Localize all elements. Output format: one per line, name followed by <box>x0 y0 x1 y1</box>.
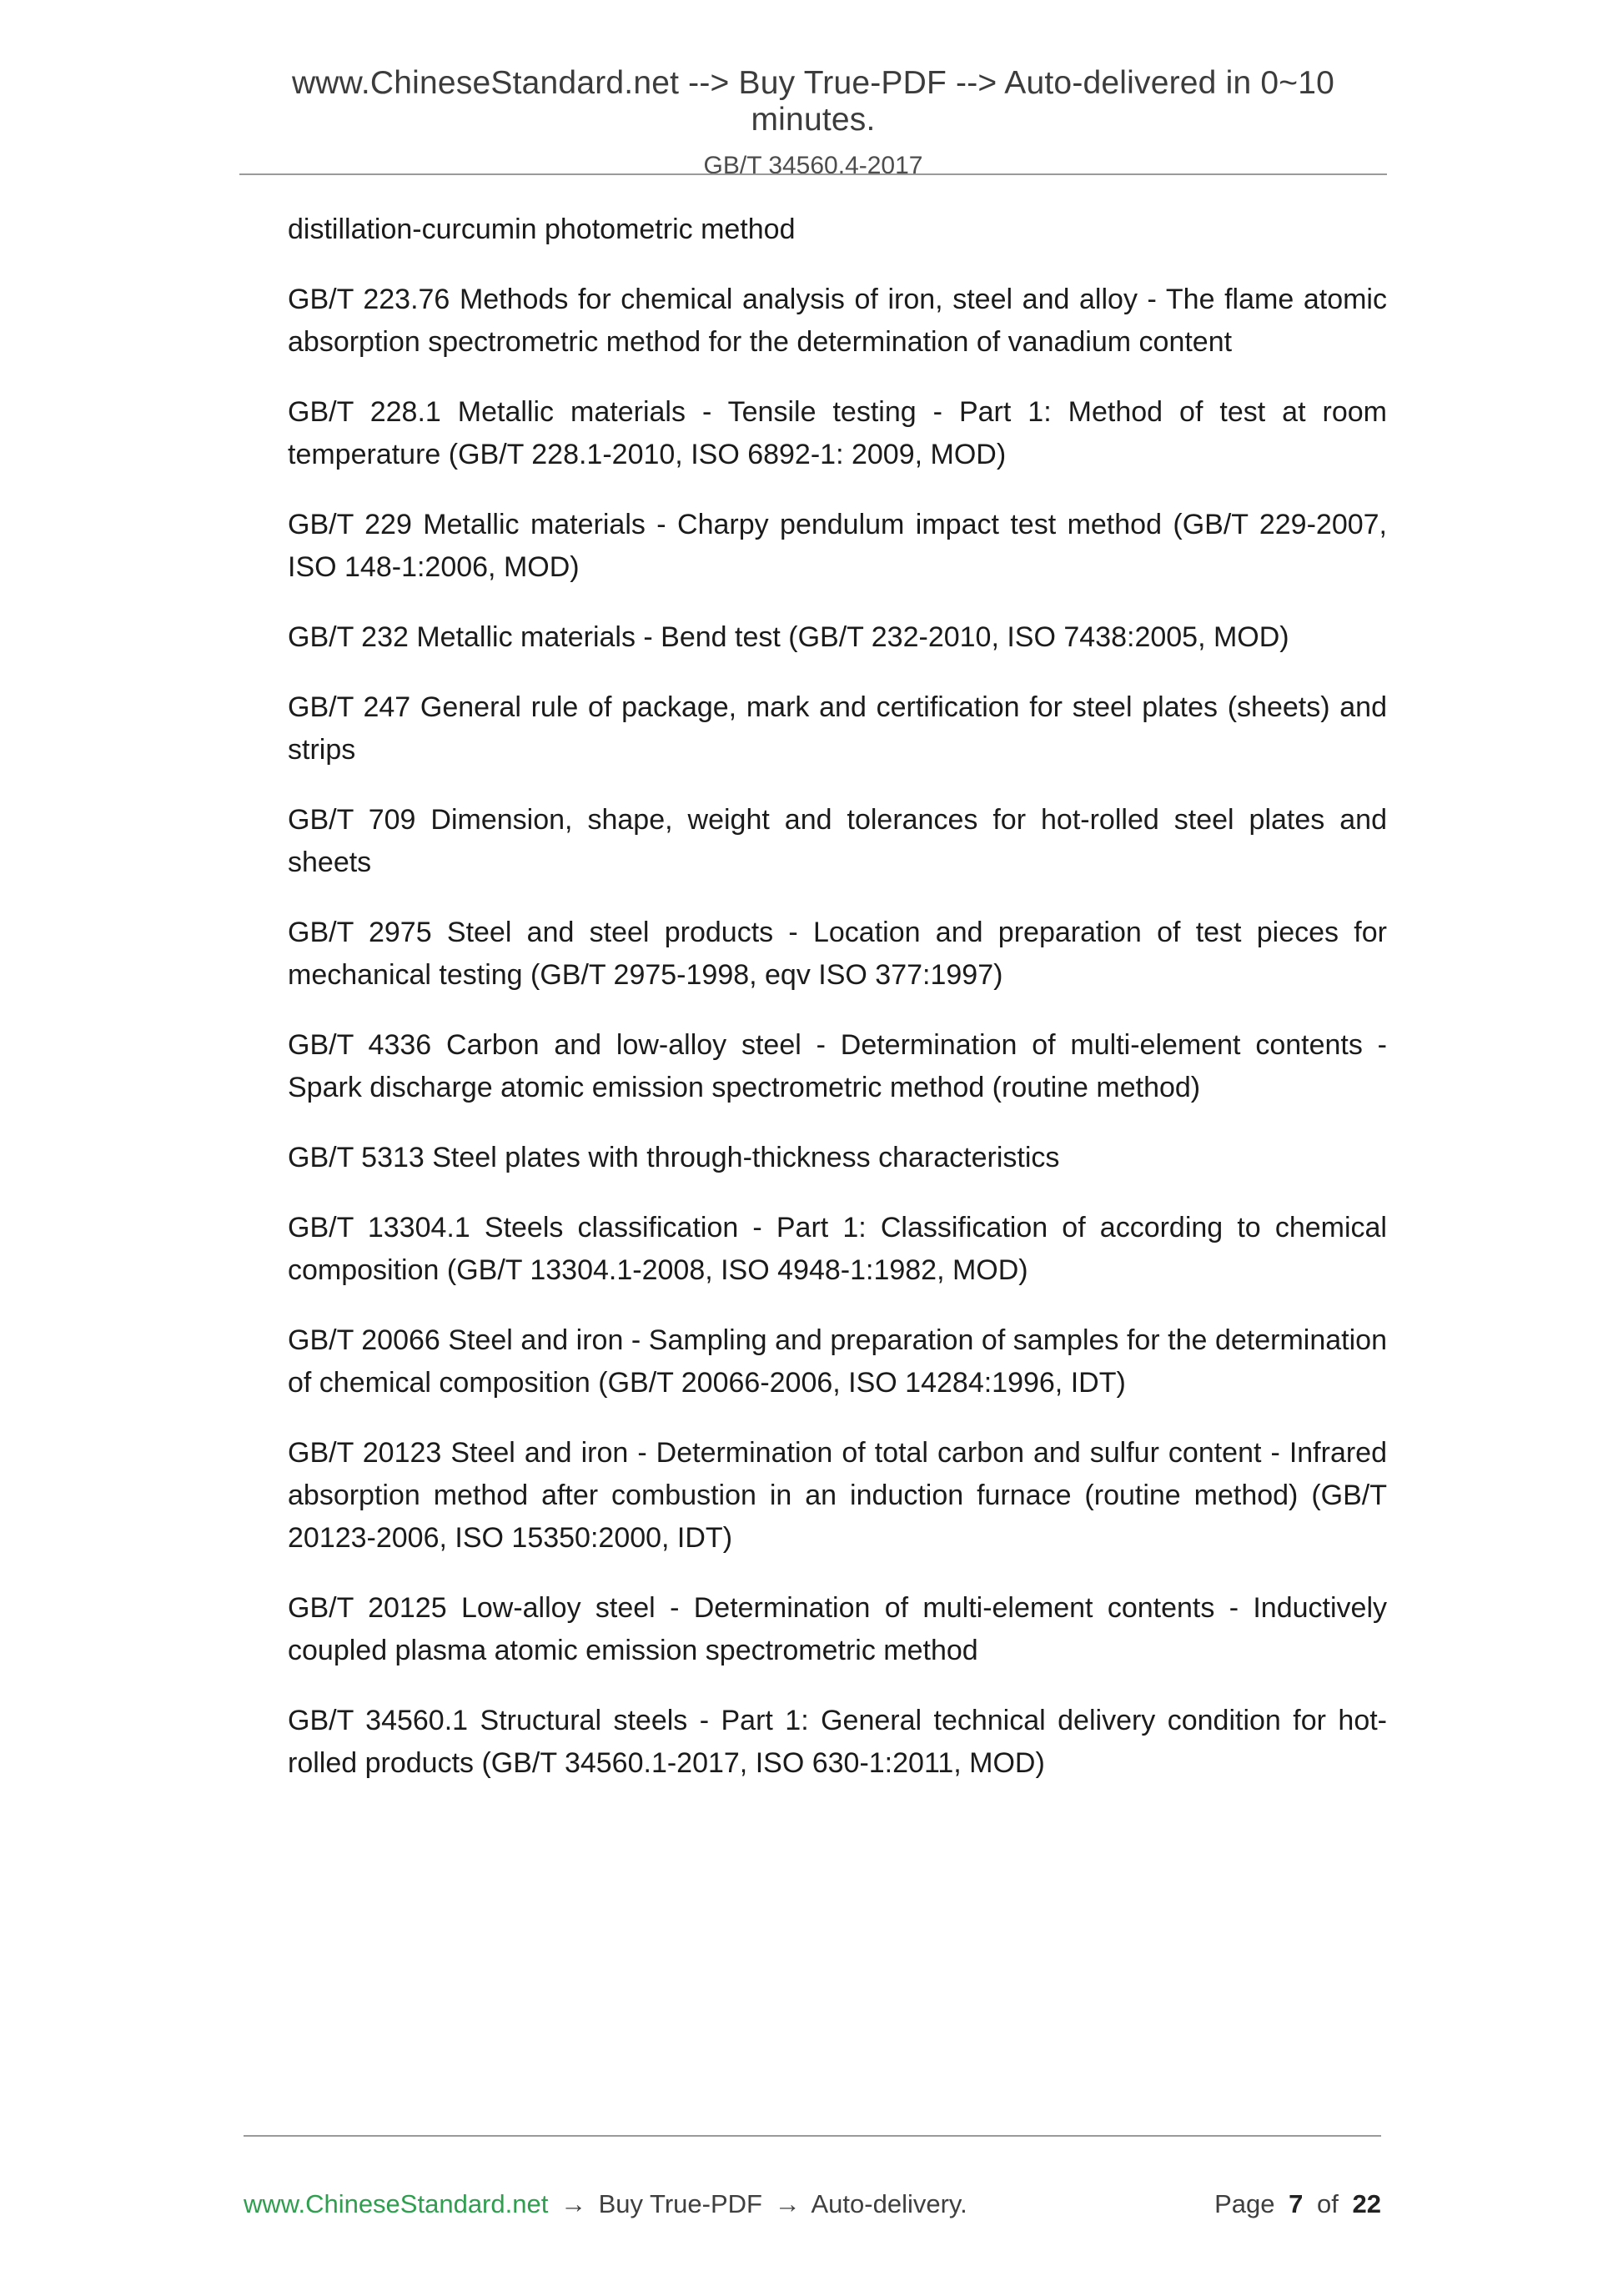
reference-paragraph: GB/T 5313 Steel plates with through-thickness characteristics <box>288 1142 1060 1173</box>
reference-list <box>288 208 1387 1785</box>
footer-buy-text: Buy True-PDF <box>598 2189 762 2218</box>
document-body <box>288 208 1387 1785</box>
reference-paragraph: GB/T 20123 Steel and iron - Determination of total carbon and sulfur content - Infrared absorption method after combustion in an induction furnace (routine method) (GB/T 20123-2006, ISO 15350:2000, IDT) <box>288 1437 1387 1554</box>
of-label: of <box>1317 2189 1339 2218</box>
total-pages: 22 <box>1352 2189 1381 2218</box>
footer-divider <box>244 2135 1381 2137</box>
footer-delivery-text: Auto-delivery. <box>811 2189 967 2218</box>
footer-site-link[interactable]: www.ChineseStandard.net <box>244 2189 549 2218</box>
page-number: 7 <box>1289 2189 1304 2218</box>
header-standard-number: GB/T 34560.4-2017 <box>703 152 923 179</box>
right-arrow-icon: → <box>560 2189 586 2218</box>
page-indicator <box>1208 2189 1381 2219</box>
reference-paragraph: GB/T 13304.1 Steels classification - Part 1: Classification of according to chemical composition (GB/T 13304.1-2008, ISO 4948-1:1982, MOD) <box>288 1212 1387 1286</box>
reference-paragraph: GB/T 228.1 Metallic materials - Tensile testing - Part 1: Method of test at room temperature (GB/T 228.1-2010, ISO 6892-1: 2009, MOD) <box>288 396 1387 470</box>
reference-paragraph: GB/T 232 Metallic materials - Bend test (GB/T 232-2010, ISO 7438:2005, MOD) <box>288 621 1289 653</box>
reference-paragraph: GB/T 20125 Low-alloy steel - Determination of multi-element contents - Inductively coupled plasma atomic emission spectrometric method <box>288 1592 1387 1666</box>
reference-paragraph: GB/T 229 Metallic materials - Charpy pendulum impact test method (GB/T 229-2007, ISO 148-1:2006, MOD) <box>288 509 1387 583</box>
reference-paragraph: GB/T 34560.1 Structural steels - Part 1: General technical delivery condition for hot-rolled products (GB/T 34560.1-2017, ISO 630-1:2011, MOD) <box>288 1705 1387 1779</box>
reference-paragraph: GB/T 709 Dimension, shape, weight and tolerances for hot-rolled steel plates and sheets <box>288 804 1387 878</box>
footer-source-line <box>244 2189 972 2219</box>
reference-paragraph: GB/T 2975 Steel and steel products - Location and preparation of test pieces for mechanical testing (GB/T 2975-1998, eqv ISO 377:1997) <box>288 917 1387 991</box>
header-divider <box>239 173 1387 175</box>
reference-paragraph: GB/T 223.76 Methods for chemical analysis of iron, steel and alloy - The flame atomic absorption spectrometric method for the determination of vanadium content <box>288 284 1387 358</box>
page-footer <box>244 2189 1381 2219</box>
reference-paragraph: GB/T 20066 Steel and iron - Sampling and preparation of samples for the determination of chemical composition (GB/T 20066-2006, ISO 14284:1996, IDT) <box>288 1324 1387 1399</box>
page-header <box>239 65 1387 180</box>
reference-paragraph: GB/T 4336 Carbon and low-alloy steel - Determination of multi-element contents - Spark discharge atomic emission spectrometric method (routine method) <box>288 1029 1387 1103</box>
right-arrow-icon: → <box>774 2189 801 2218</box>
reference-paragraph: distillation-curcumin photometric method <box>288 214 796 245</box>
page-label: Page <box>1214 2189 1275 2218</box>
reference-paragraph: GB/T 247 General rule of package, mark and certification for steel plates (sheets) and strips <box>288 691 1387 766</box>
header-tagline: www.ChineseStandard.net --> Buy True-PDF --> Auto-delivered in 0~10 minutes. <box>291 65 1335 138</box>
